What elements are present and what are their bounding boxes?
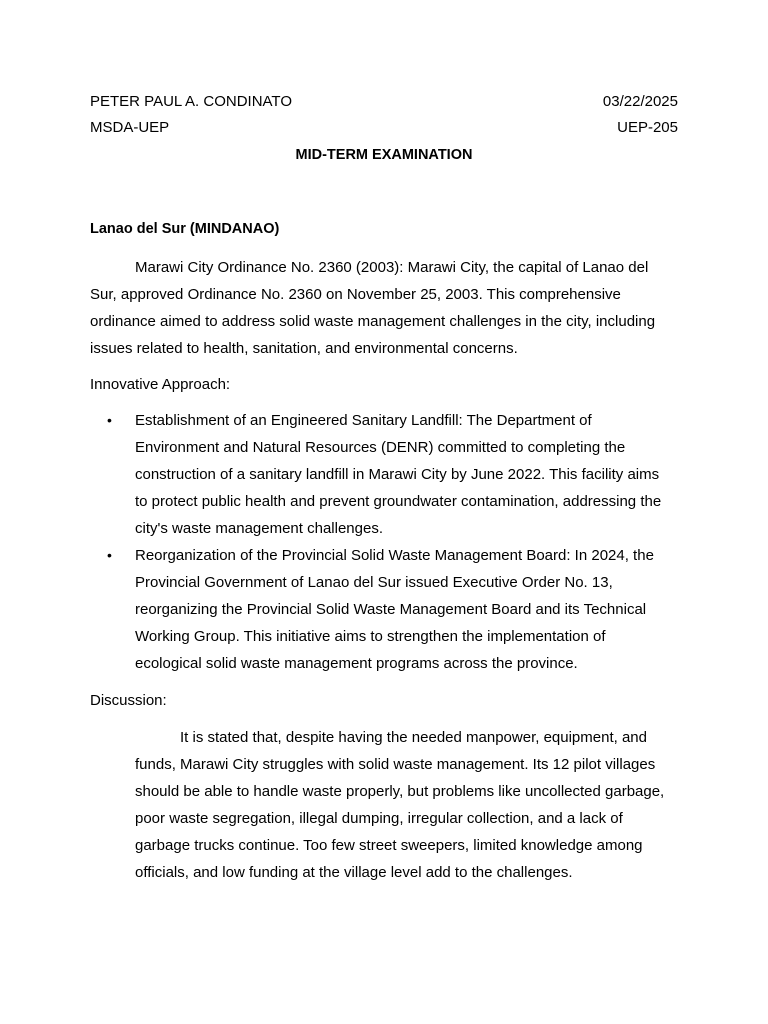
author-name: PETER PAUL A. CONDINATO <box>90 93 292 110</box>
bullet-icon: • <box>107 412 112 428</box>
bullet-icon: • <box>107 547 112 563</box>
document-title: MID-TERM EXAMINATION <box>295 147 473 163</box>
approach-list <box>90 407 678 677</box>
header-row-1 <box>90 91 678 117</box>
list-item-text: Reorganization of the Provincial Solid Waste Management Board: In 2024, the Provincial Government of Lanao del Sur issued Executive Order No. 13, reorganizing the Provincial Solid Waste Management Board and its Technical Working Group. This initiative aims to strengthen the implementation of ecological solid waste management programs across the province. <box>135 547 654 672</box>
list-item <box>107 407 678 542</box>
program-code: MSDA-UEP <box>90 119 170 136</box>
header-row-2 <box>90 117 678 143</box>
approach-label: Innovative Approach: <box>90 376 231 393</box>
discussion-paragraph: It is stated that, despite having the needed manpower, equipment, and funds, Marawi City struggles with solid waste management. Its 12 pilot villages should be able to handle waste properly, but problems like uncollected garbage, poor waste segregation, illegal dumping, irregular collection, and a lack of garbage trucks continue. Too few street sweepers, limited knowledge among officials, and low funding at the village level add to the challenges. <box>135 729 665 881</box>
list-item <box>107 542 678 677</box>
document-date: 03/22/2025 <box>602 93 678 110</box>
intro-paragraph: Marawi City Ordinance No. 2360 (2003): Marawi City, the capital of Lanao del Sur, approved Ordinance No. 2360 on November 25, 2003. This comprehensive ordinance aimed to address solid waste management challenges in the city, including issues related to health, sanitation, and environmental concerns. <box>90 259 656 357</box>
course-code: UEP-205 <box>617 119 678 136</box>
section-heading: Lanao del Sur (MINDANAO) <box>90 221 280 237</box>
discussion-label: Discussion: <box>90 692 167 709</box>
list-item-text: Establishment of an Engineered Sanitary Landfill: The Department of Environment and Natural Resources (DENR) committed to completing the construction of a sanitary landfill in Marawi City by June 2022. This facility aims to protect public health and prevent groundwater contamination, addressing the city's waste management challenges. <box>135 412 662 537</box>
document-page <box>90 91 678 886</box>
